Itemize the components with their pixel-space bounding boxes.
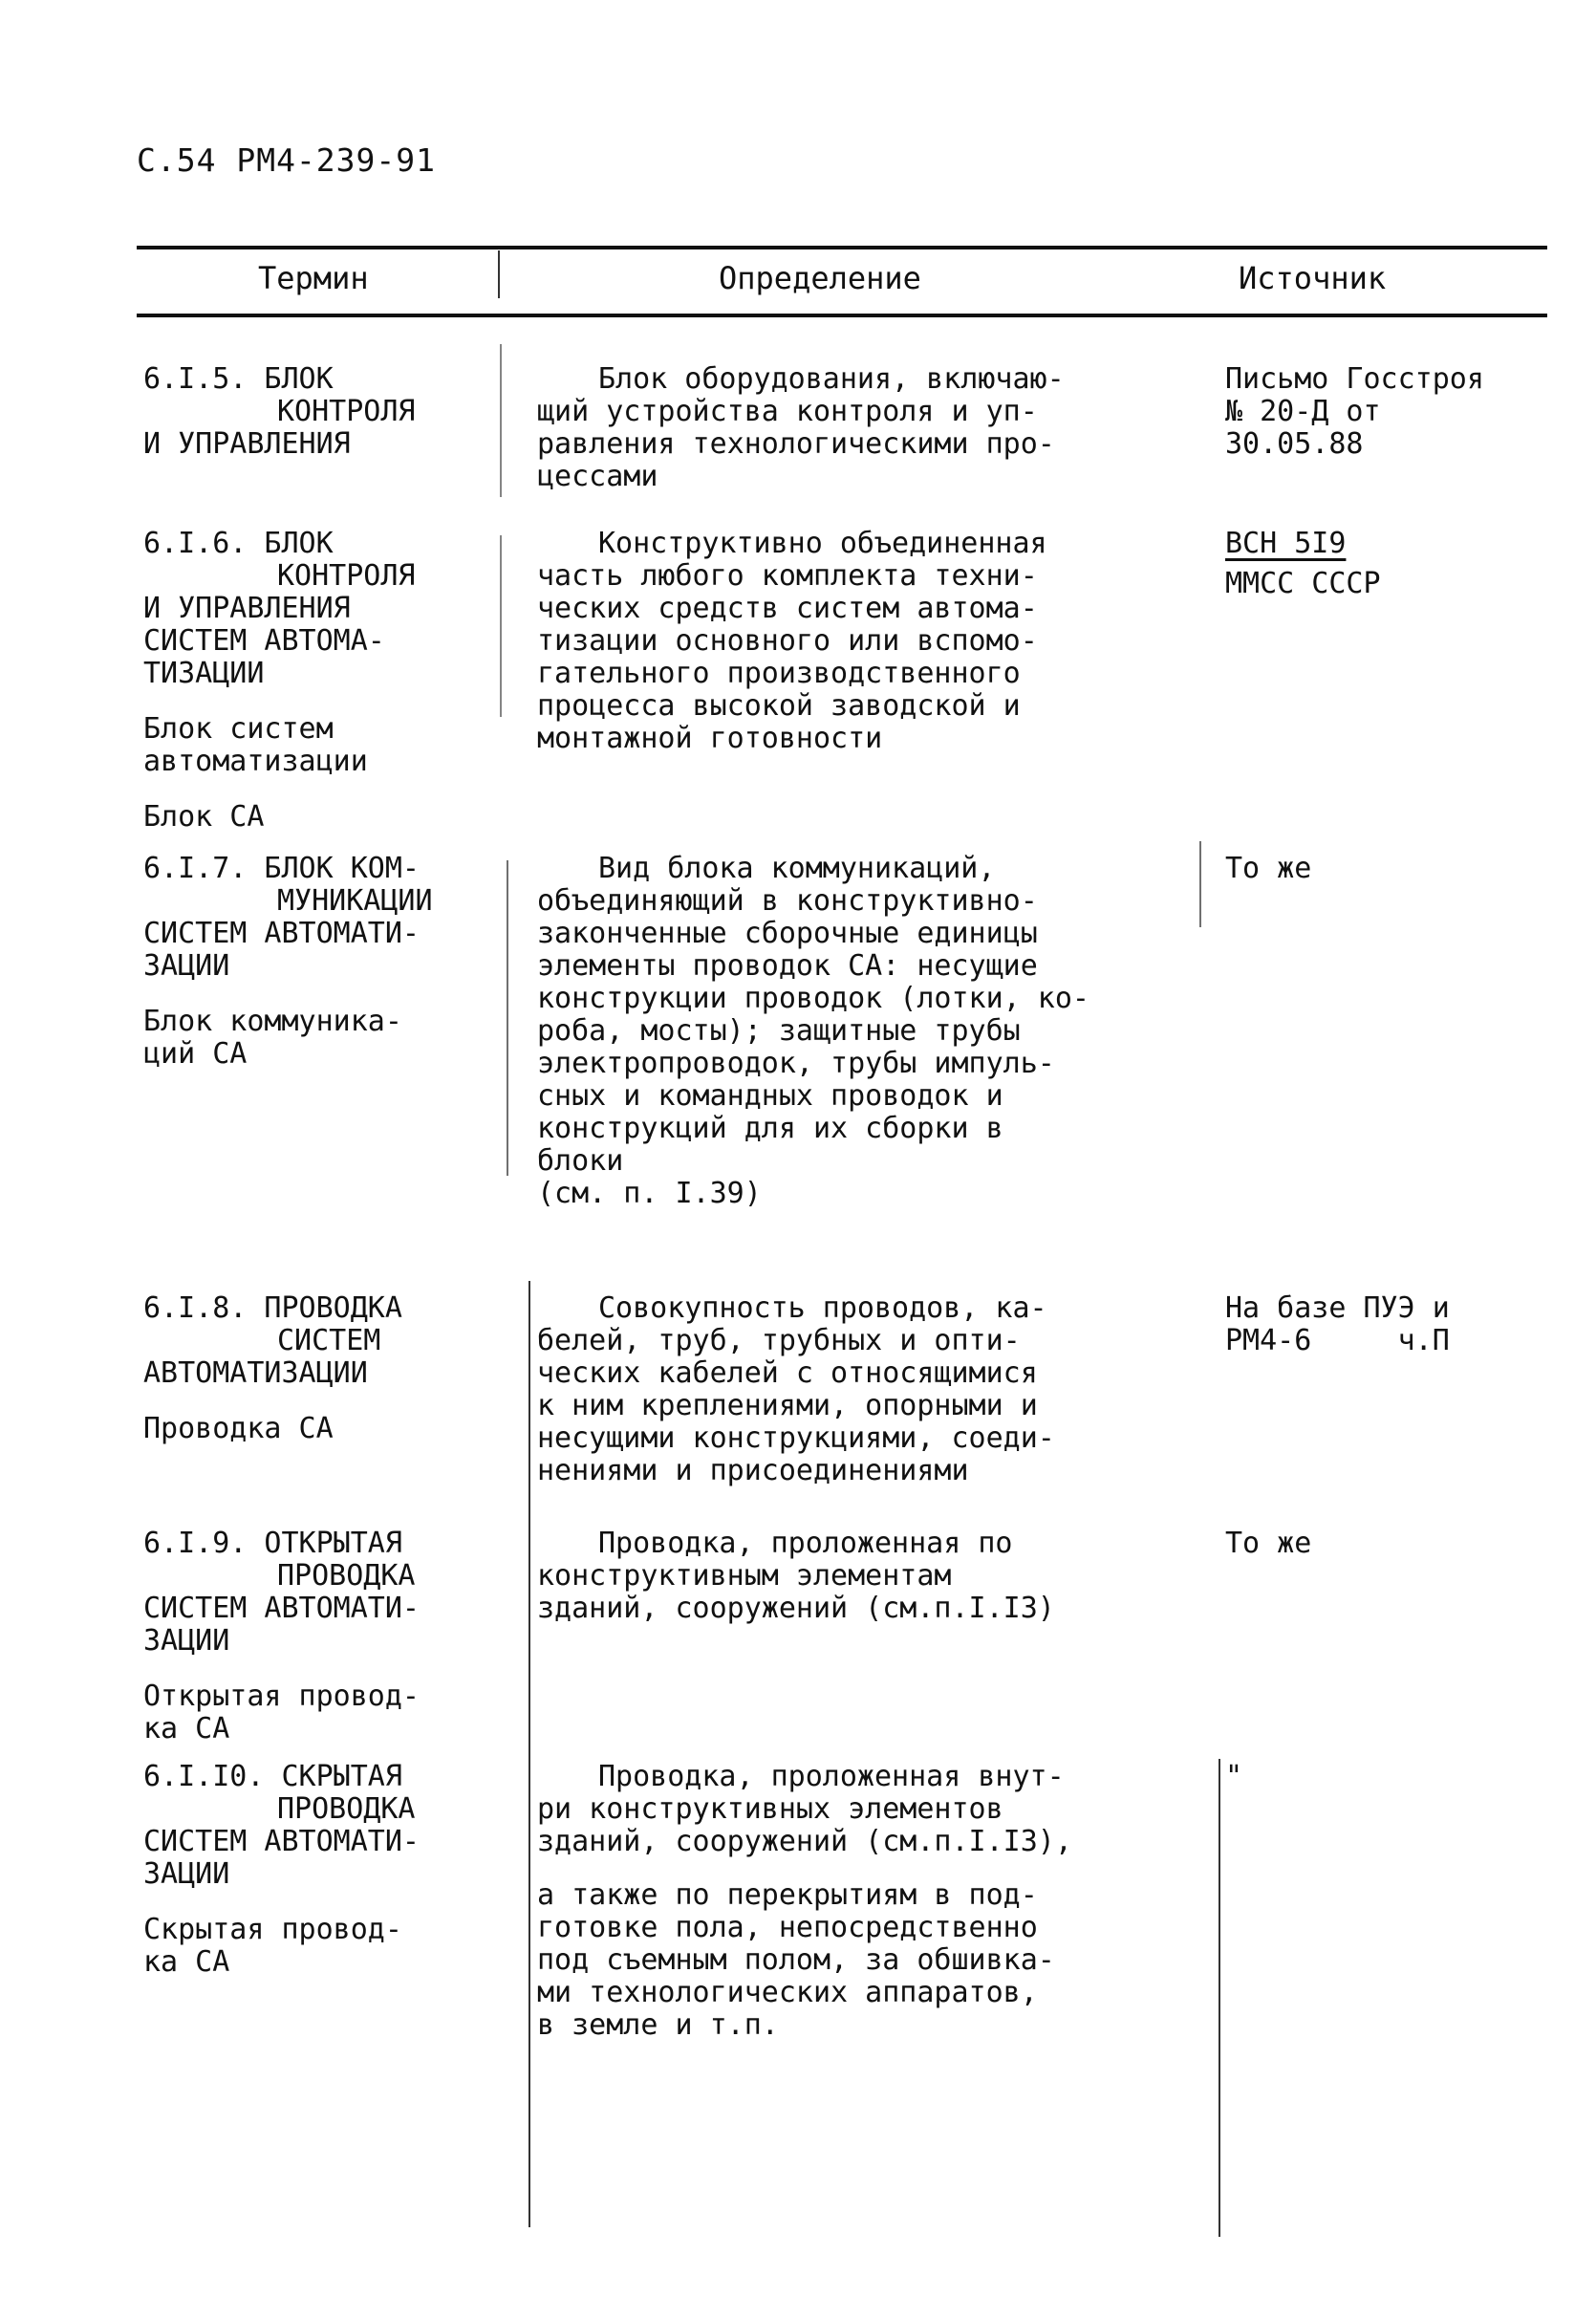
table-row-term: 6.I.6. БЛОК КОНТРОЛЯ И УПРАВЛЕНИЯ СИСТЕМ АВТОМА- ТИЗАЦИИ Блок систем автоматизации Блок СА <box>143 527 416 834</box>
table-row-source: ВСН 5I9 ММСС СССР <box>1225 527 1381 600</box>
column-header-term: Термин <box>258 260 369 296</box>
column-divider-right <box>1219 1759 1220 2237</box>
table-row-source: То же <box>1225 1527 1312 1560</box>
table-row-definition: Блок оборудования, включаю- щий устройства контроля и уп- равления технологическими про- цессами <box>537 362 1065 493</box>
table-row-source: На базе ПУЭ и РМ4-6 ч.П <box>1225 1291 1450 1357</box>
column-header-source: Источник <box>1239 260 1387 296</box>
table-row-term: 6.I.5. БЛОК КОНТРОЛЯ И УПРАВЛЕНИЯ <box>143 362 416 461</box>
page-header: С.54 РМ4-239-91 <box>137 141 437 179</box>
column-divider-left <box>498 250 500 298</box>
column-divider-left <box>500 535 502 717</box>
table-row-source: Письмо Госстроя № 20-Д от 30.05.88 <box>1225 362 1484 461</box>
table-top-rule <box>137 246 1547 249</box>
table-row-definition: Проводка, проложенная по конструктивным элементам зданий, сооружений (см.п.I.I3) <box>537 1527 1055 1625</box>
table-row-source: " <box>1225 1760 1243 1793</box>
table-row-term: 6.I.8. ПРОВОДКА СИСТЕМ АВТОМАТИЗАЦИИ Проводка СА <box>143 1291 402 1445</box>
table-row-source: То же <box>1225 852 1312 885</box>
table-row-definition: Вид блока коммуникаций, объединяющий в конструктивно- законченные сборочные единицы элементы проводок СА: несущие конструкции проводок (лотки, ко- роба, мосты); защитные трубы электропроводок, трубы импуль- сных и командных проводок и конструкций для их сборки в блоки (см. п. I.39) <box>537 852 1089 1210</box>
table-row-definition: Совокупность проводов, ка- белей, труб, трубных и опти- ческих кабелей с относящимися к ним креплениями, опорными и несущими конструкциями, соеди- нениями и присоединениями <box>537 1291 1055 1487</box>
table-row-term: 6.I.I0. СКРЫТАЯ ПРОВОДКА СИСТЕМ АВТОМАТИ- ЗАЦИИ Скрытая провод- ка СА <box>143 1760 420 1979</box>
column-divider-left <box>507 860 508 1176</box>
table-row-definition: Конструктивно объединенная часть любого комплекта техни- ческих средств систем автома- тизации основного или вспомо- гательного производственного процесса высокой заводской и монтажной готовности <box>537 527 1047 755</box>
column-divider-left <box>500 344 502 497</box>
table-row-term: 6.I.9. ОТКРЫТАЯ ПРОВОДКА СИСТЕМ АВТОМАТИ- ЗАЦИИ Открытая провод- ка СА <box>143 1527 420 1745</box>
column-header-definition: Определение <box>719 260 921 296</box>
column-divider-left <box>528 1281 530 2227</box>
table-row-term: 6.I.7. БЛОК КОМ- МУНИКАЦИИ СИСТЕМ АВТОМАТИ- ЗАЦИИ Блок коммуника- ций СА <box>143 852 433 1071</box>
table-header-rule <box>137 314 1547 317</box>
table-row-definition: Проводка, проложенная внут- ри конструктивных элементов зданий, сооружений (см.п.I.I3), а также по перекрытиям в под- готовке пола, непосредственно под съемным полом, за обшивка- ми технологических аппаратов, в земле и т.п. <box>537 1760 1072 2042</box>
column-divider-right <box>1199 841 1201 927</box>
